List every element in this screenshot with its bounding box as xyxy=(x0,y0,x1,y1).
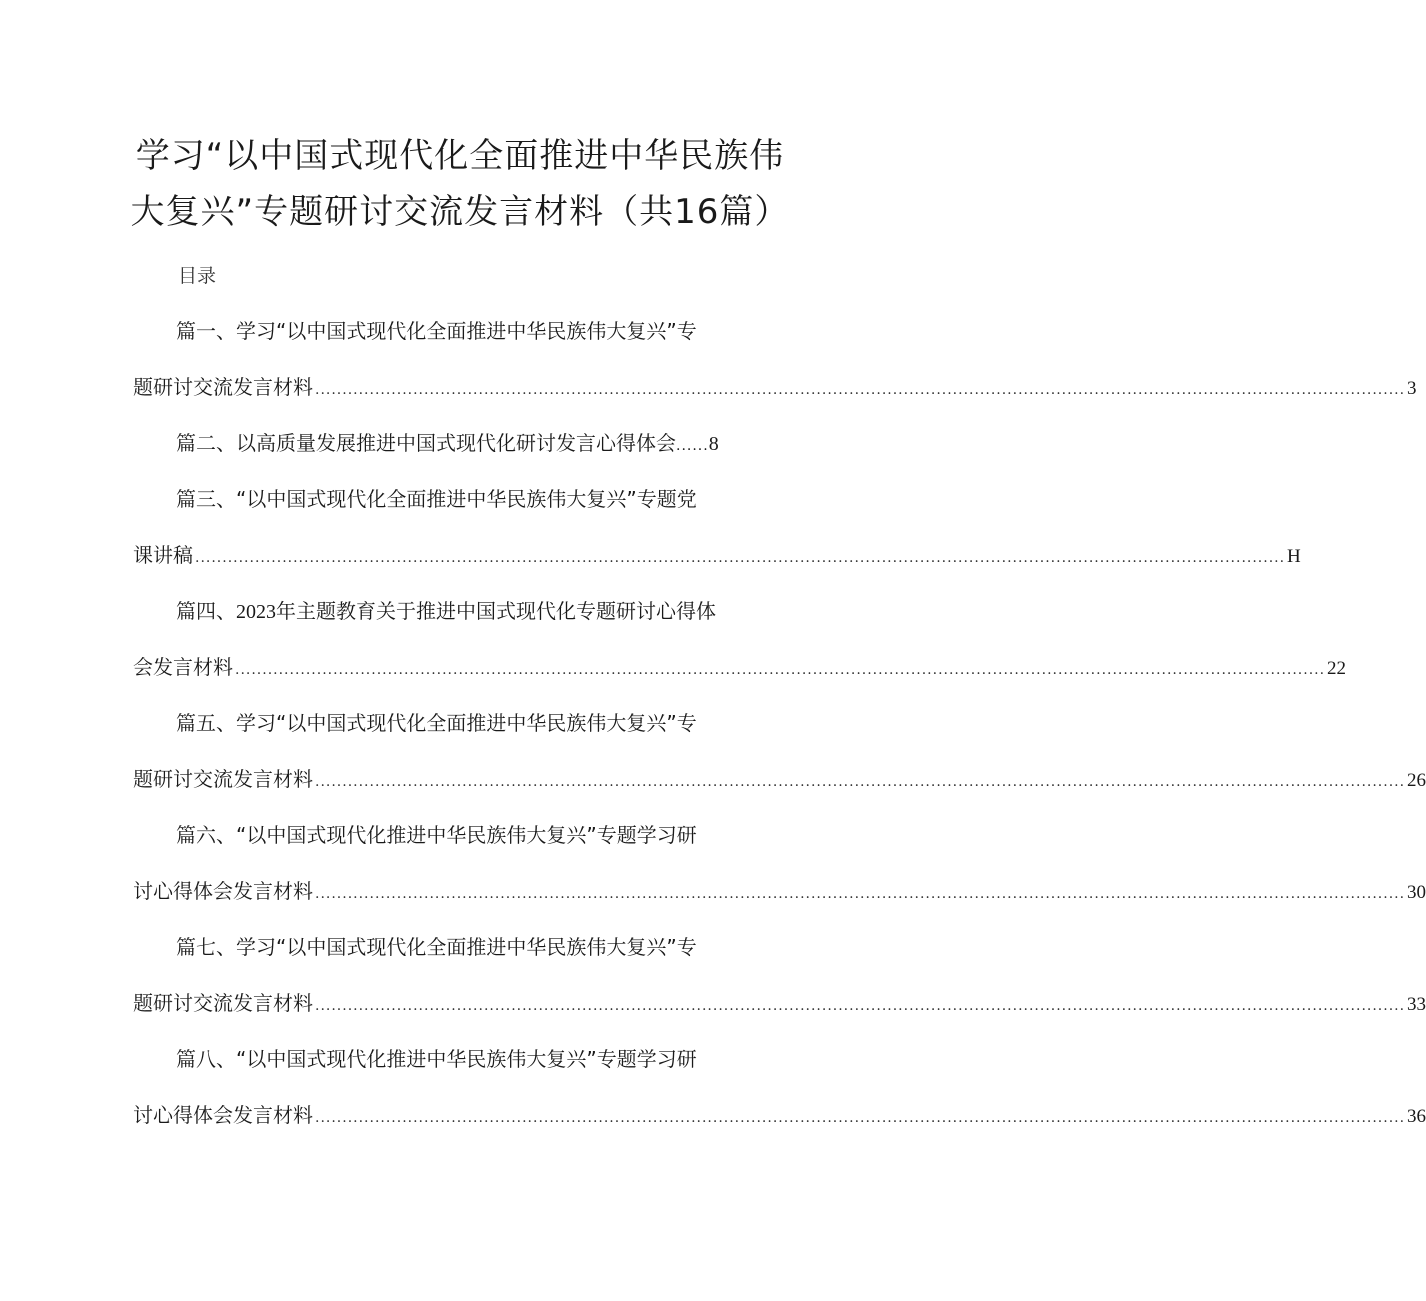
toc-entry-1-title[interactable]: 篇一、学习“以中国式现代化全面推进中华民族伟大复兴”专 xyxy=(176,319,697,343)
document-title xyxy=(130,128,790,240)
toc-entry-3-page: H xyxy=(1287,546,1301,567)
toc-entry-7-cont-text: 题研讨交流发言材料 xyxy=(133,991,313,1015)
toc-entry-4-prefix: 篇四、 xyxy=(176,599,236,623)
toc-leader-dots: ........................................................................................................................................................................................................ xyxy=(315,1110,1406,1126)
toc-entry-8-cont-text: 讨心得体会发言材料 xyxy=(133,1103,313,1127)
toc-leader-dots: ........................................................................................................................................................................................................ xyxy=(315,774,1406,790)
toc-entry-6-title[interactable]: 篇六、“以中国式现代化推进中华民族伟大复兴”专题学习研 xyxy=(176,823,697,847)
toc-entry-4-continuation[interactable] xyxy=(133,652,1347,685)
toc-entry-1-cont-text: 题研讨交流发言材料 xyxy=(133,375,313,399)
toc-entry-5-title[interactable]: 篇五、学习“以中国式现代化全面推进中华民族伟大复兴”专 xyxy=(176,711,697,735)
toc-entry-2-title: 篇二、以高质量发展推进中国式现代化研讨发言心得体会 xyxy=(176,431,676,455)
toc-leader-dots: ........................................................................................................................................................................................................ xyxy=(235,662,1326,678)
toc-entry-2-dots: ...... xyxy=(676,438,709,454)
toc-leader-dots: ........................................................................................................................................................................................................ xyxy=(315,382,1406,398)
toc-entry-7-continuation[interactable] xyxy=(133,988,1426,1021)
toc-leader-dots: ........................................................................................................................................................................................................ xyxy=(195,550,1286,566)
toc-entry-8-title[interactable]: 篇八、“以中国式现代化推进中华民族伟大复兴”专题学习研 xyxy=(176,1047,697,1071)
toc-leader-dots: ........................................................................................................................................................................................................ xyxy=(315,886,1406,902)
toc-entry-5-continuation[interactable] xyxy=(133,764,1426,797)
toc-entry-3-cont-text: 课讲稿 xyxy=(133,543,193,567)
toc-label: 目录 xyxy=(178,265,217,287)
title-line-1: 学习“以中国式现代化全面推进中华民族伟 xyxy=(135,136,785,176)
toc-entry-8-continuation[interactable] xyxy=(133,1100,1426,1133)
toc-entry-5-cont-text: 题研讨交流发言材料 xyxy=(133,767,313,791)
toc-entry-6-page: 30 xyxy=(1407,882,1426,903)
toc-entry-5-page: 26 xyxy=(1407,770,1426,791)
toc-entry-3-title[interactable]: 篇三、“以中国式现代化全面推进中华民族伟大复兴”专题党 xyxy=(176,487,697,511)
toc-entry-4-year: 2023 xyxy=(236,601,276,623)
toc-entry-4-cont-text: 会发言材料 xyxy=(133,655,233,679)
toc-entry-1-continuation[interactable] xyxy=(133,372,1417,405)
toc-entry-2[interactable] xyxy=(176,428,719,461)
toc-entry-6-continuation[interactable] xyxy=(133,876,1426,909)
toc-entry-4-page: 22 xyxy=(1327,658,1347,679)
toc-leader-dots: ........................................................................................................................................................................................................ xyxy=(315,998,1406,1014)
toc-entry-8-page: 36 xyxy=(1407,1106,1426,1127)
toc-entry-4-rest: 年主题教育关于推进中国式现代化专题研讨心得体 xyxy=(276,599,716,623)
title-line-2: 大复兴”专题研讨交流发言材料（共16篇） xyxy=(130,192,790,232)
toc-entry-2-page: 8 xyxy=(708,433,719,455)
toc-entry-7-page: 33 xyxy=(1407,994,1426,1015)
toc-entry-3-continuation[interactable] xyxy=(133,540,1301,573)
toc-entry-1-page: 3 xyxy=(1407,378,1417,399)
toc-entry-6-cont-text: 讨心得体会发言材料 xyxy=(133,879,313,903)
toc-entry-4-title[interactable] xyxy=(176,596,716,627)
toc-entry-7-title[interactable]: 篇七、学习“以中国式现代化全面推进中华民族伟大复兴”专 xyxy=(176,935,697,959)
